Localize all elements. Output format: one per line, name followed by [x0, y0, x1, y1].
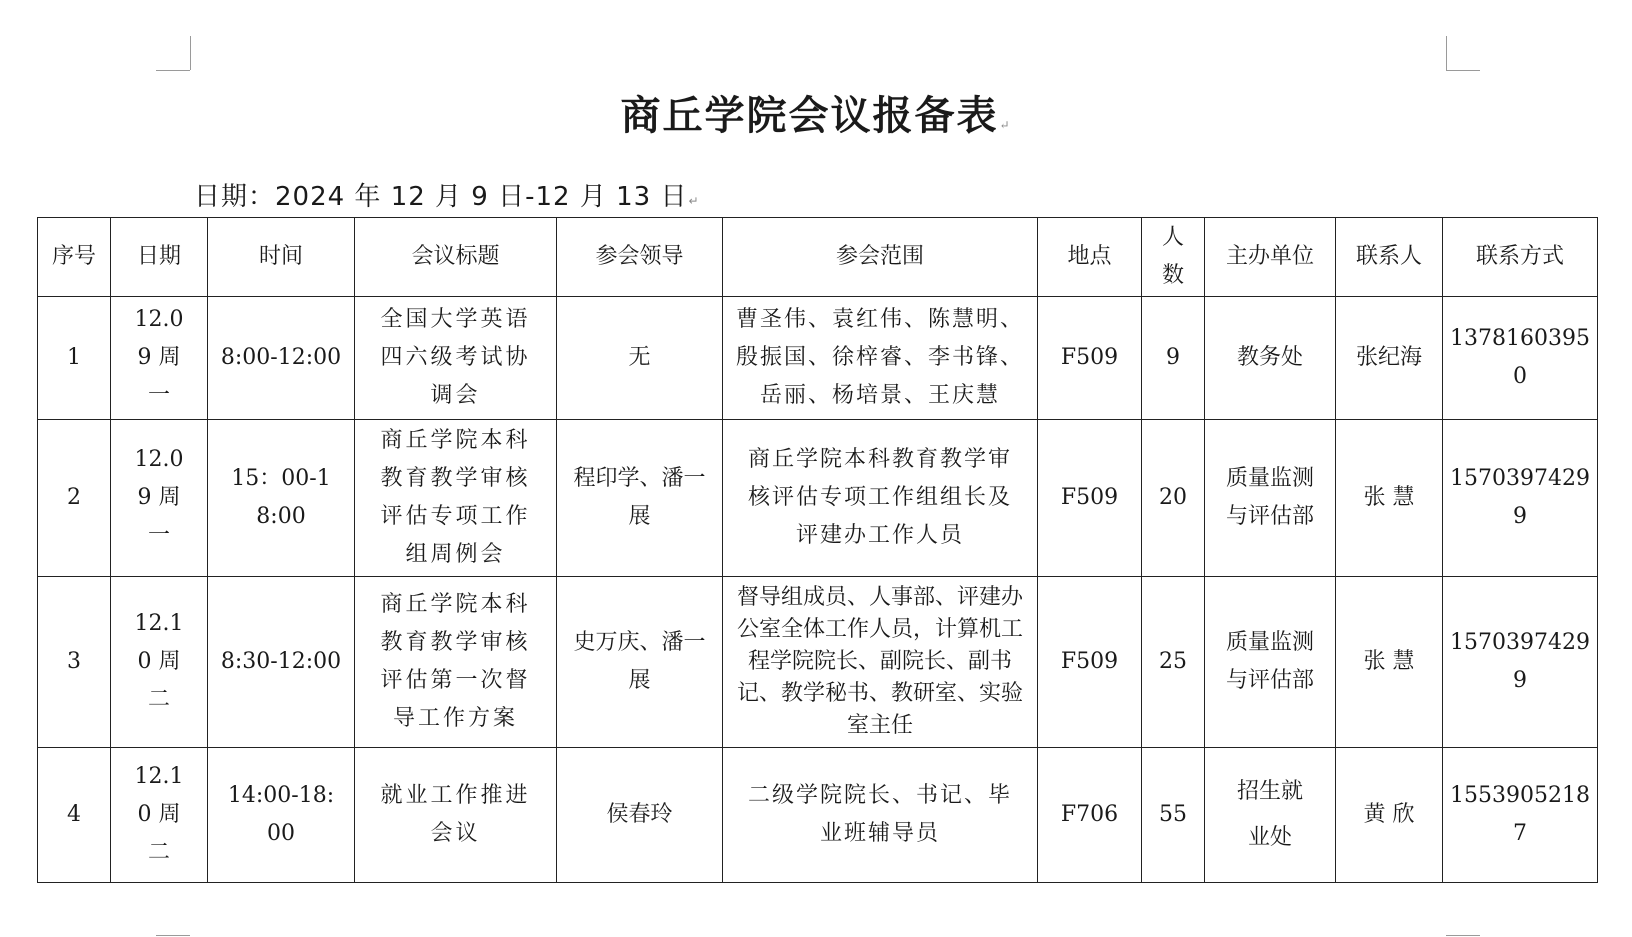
page-corner-mark-top-right — [1446, 70, 1480, 71]
cell-host: 质量监测与评估部 — [1205, 577, 1336, 748]
table-row — [38, 420, 1598, 577]
cell-count: 25 — [1142, 577, 1205, 748]
header-cell-location: 地点 — [1038, 218, 1142, 297]
cell-no: 3 — [38, 577, 111, 748]
page-corner-mark-top-left — [190, 36, 191, 70]
cell-leaders: 侯春玲 — [557, 748, 723, 883]
cell-phone: 13781603950 — [1443, 297, 1598, 420]
cell-scope: 二级学院院长、书记、毕业班辅导员 — [723, 748, 1038, 883]
cell-contact: 张纪海 — [1336, 297, 1443, 420]
cell-no: 1 — [38, 297, 111, 420]
header-cell-host: 主办单位 — [1205, 218, 1336, 297]
meeting-report-table — [37, 217, 1598, 883]
cell-no: 4 — [38, 748, 111, 883]
cell-count: 55 — [1142, 748, 1205, 883]
cell-host: 质量监测与评估部 — [1205, 420, 1336, 577]
cell-location: F509 — [1038, 577, 1142, 748]
header-cell-time: 时间 — [208, 218, 355, 297]
header-cell-date: 日期 — [111, 218, 208, 297]
cell-time: 8:30-12:00 — [208, 577, 355, 748]
table-header-row — [38, 218, 1598, 297]
paragraph-mark-icon: ↵ — [999, 118, 1012, 132]
cell-phone: 15703974299 — [1443, 577, 1598, 748]
cell-date: 12.09 周一 — [111, 297, 208, 420]
cell-subject: 商丘学院本科教育教学审核评估专项工作组周例会 — [355, 420, 557, 577]
cell-contact: 张 慧 — [1336, 420, 1443, 577]
cell-contact: 张 慧 — [1336, 577, 1443, 748]
cell-host: 教务处 — [1205, 297, 1336, 420]
document-title-text: 商丘学院会议报备表 — [620, 92, 999, 139]
cell-count: 9 — [1142, 297, 1205, 420]
cell-subject: 全国大学英语四六级考试协调会 — [355, 297, 557, 420]
cell-scope: 督导组成员、人事部、评建办公室全体工作人员，计算机工程学院院长、副院长、副书记、教学秘书、教研室、实验室主任 — [723, 577, 1038, 748]
header-cell-leaders: 参会领导 — [557, 218, 723, 297]
header-cell-contact: 联系人 — [1336, 218, 1443, 297]
cell-no: 2 — [38, 420, 111, 577]
page-corner-mark-top-right — [1446, 36, 1447, 70]
page-corner-mark-bottom-right — [1446, 935, 1480, 936]
header-cell-subject: 会议标题 — [355, 218, 557, 297]
cell-date: 12.09 周一 — [111, 420, 208, 577]
cell-leaders: 史万庆、潘一展 — [557, 577, 723, 748]
header-cell-phone: 联系方式 — [1443, 218, 1598, 297]
cell-subject: 商丘学院本科教育教学审核评估第一次督导工作方案 — [355, 577, 557, 748]
cell-count: 20 — [1142, 420, 1205, 577]
cell-location: F706 — [1038, 748, 1142, 883]
page-corner-mark-bottom-left — [156, 935, 190, 936]
header-cell-count: 人数 — [1142, 218, 1205, 297]
paragraph-mark-icon: ↵ — [688, 194, 700, 208]
cell-time: 8:00-12:00 — [208, 297, 355, 420]
cell-subject: 就业工作推进会议 — [355, 748, 557, 883]
cell-scope: 曹圣伟、袁红伟、陈慧明、殷振国、徐梓睿、李书锋、岳丽、杨培景、王庆慧 — [723, 297, 1038, 420]
page-corner-mark-top-left — [156, 70, 190, 71]
cell-location: F509 — [1038, 420, 1142, 577]
cell-scope: 商丘学院本科教育教学审核评估专项工作组组长及评建办工作人员 — [723, 420, 1038, 577]
cell-leaders: 无 — [557, 297, 723, 420]
date-range-text: 日期：2024 年 12 月 9 日-12 月 13 日 — [194, 182, 688, 212]
header-cell-scope: 参会范围 — [723, 218, 1038, 297]
table-row — [38, 748, 1598, 883]
date-range-line — [194, 176, 700, 213]
cell-time: 14:00-18:00 — [208, 748, 355, 883]
cell-location: F509 — [1038, 297, 1142, 420]
header-cell-no: 序号 — [38, 218, 111, 297]
cell-leaders: 程印学、潘一展 — [557, 420, 723, 577]
cell-host: 招生就业处 — [1205, 748, 1336, 883]
cell-phone: 15539052187 — [1443, 748, 1598, 883]
cell-contact: 黄 欣 — [1336, 748, 1443, 883]
cell-date: 12.10 周二 — [111, 577, 208, 748]
table-row — [38, 577, 1598, 748]
cell-time: 15：00-18:00 — [208, 420, 355, 577]
cell-date: 12.10 周二 — [111, 748, 208, 883]
table-row — [38, 297, 1598, 420]
document-title — [0, 84, 1632, 141]
cell-phone: 15703974299 — [1443, 420, 1598, 577]
